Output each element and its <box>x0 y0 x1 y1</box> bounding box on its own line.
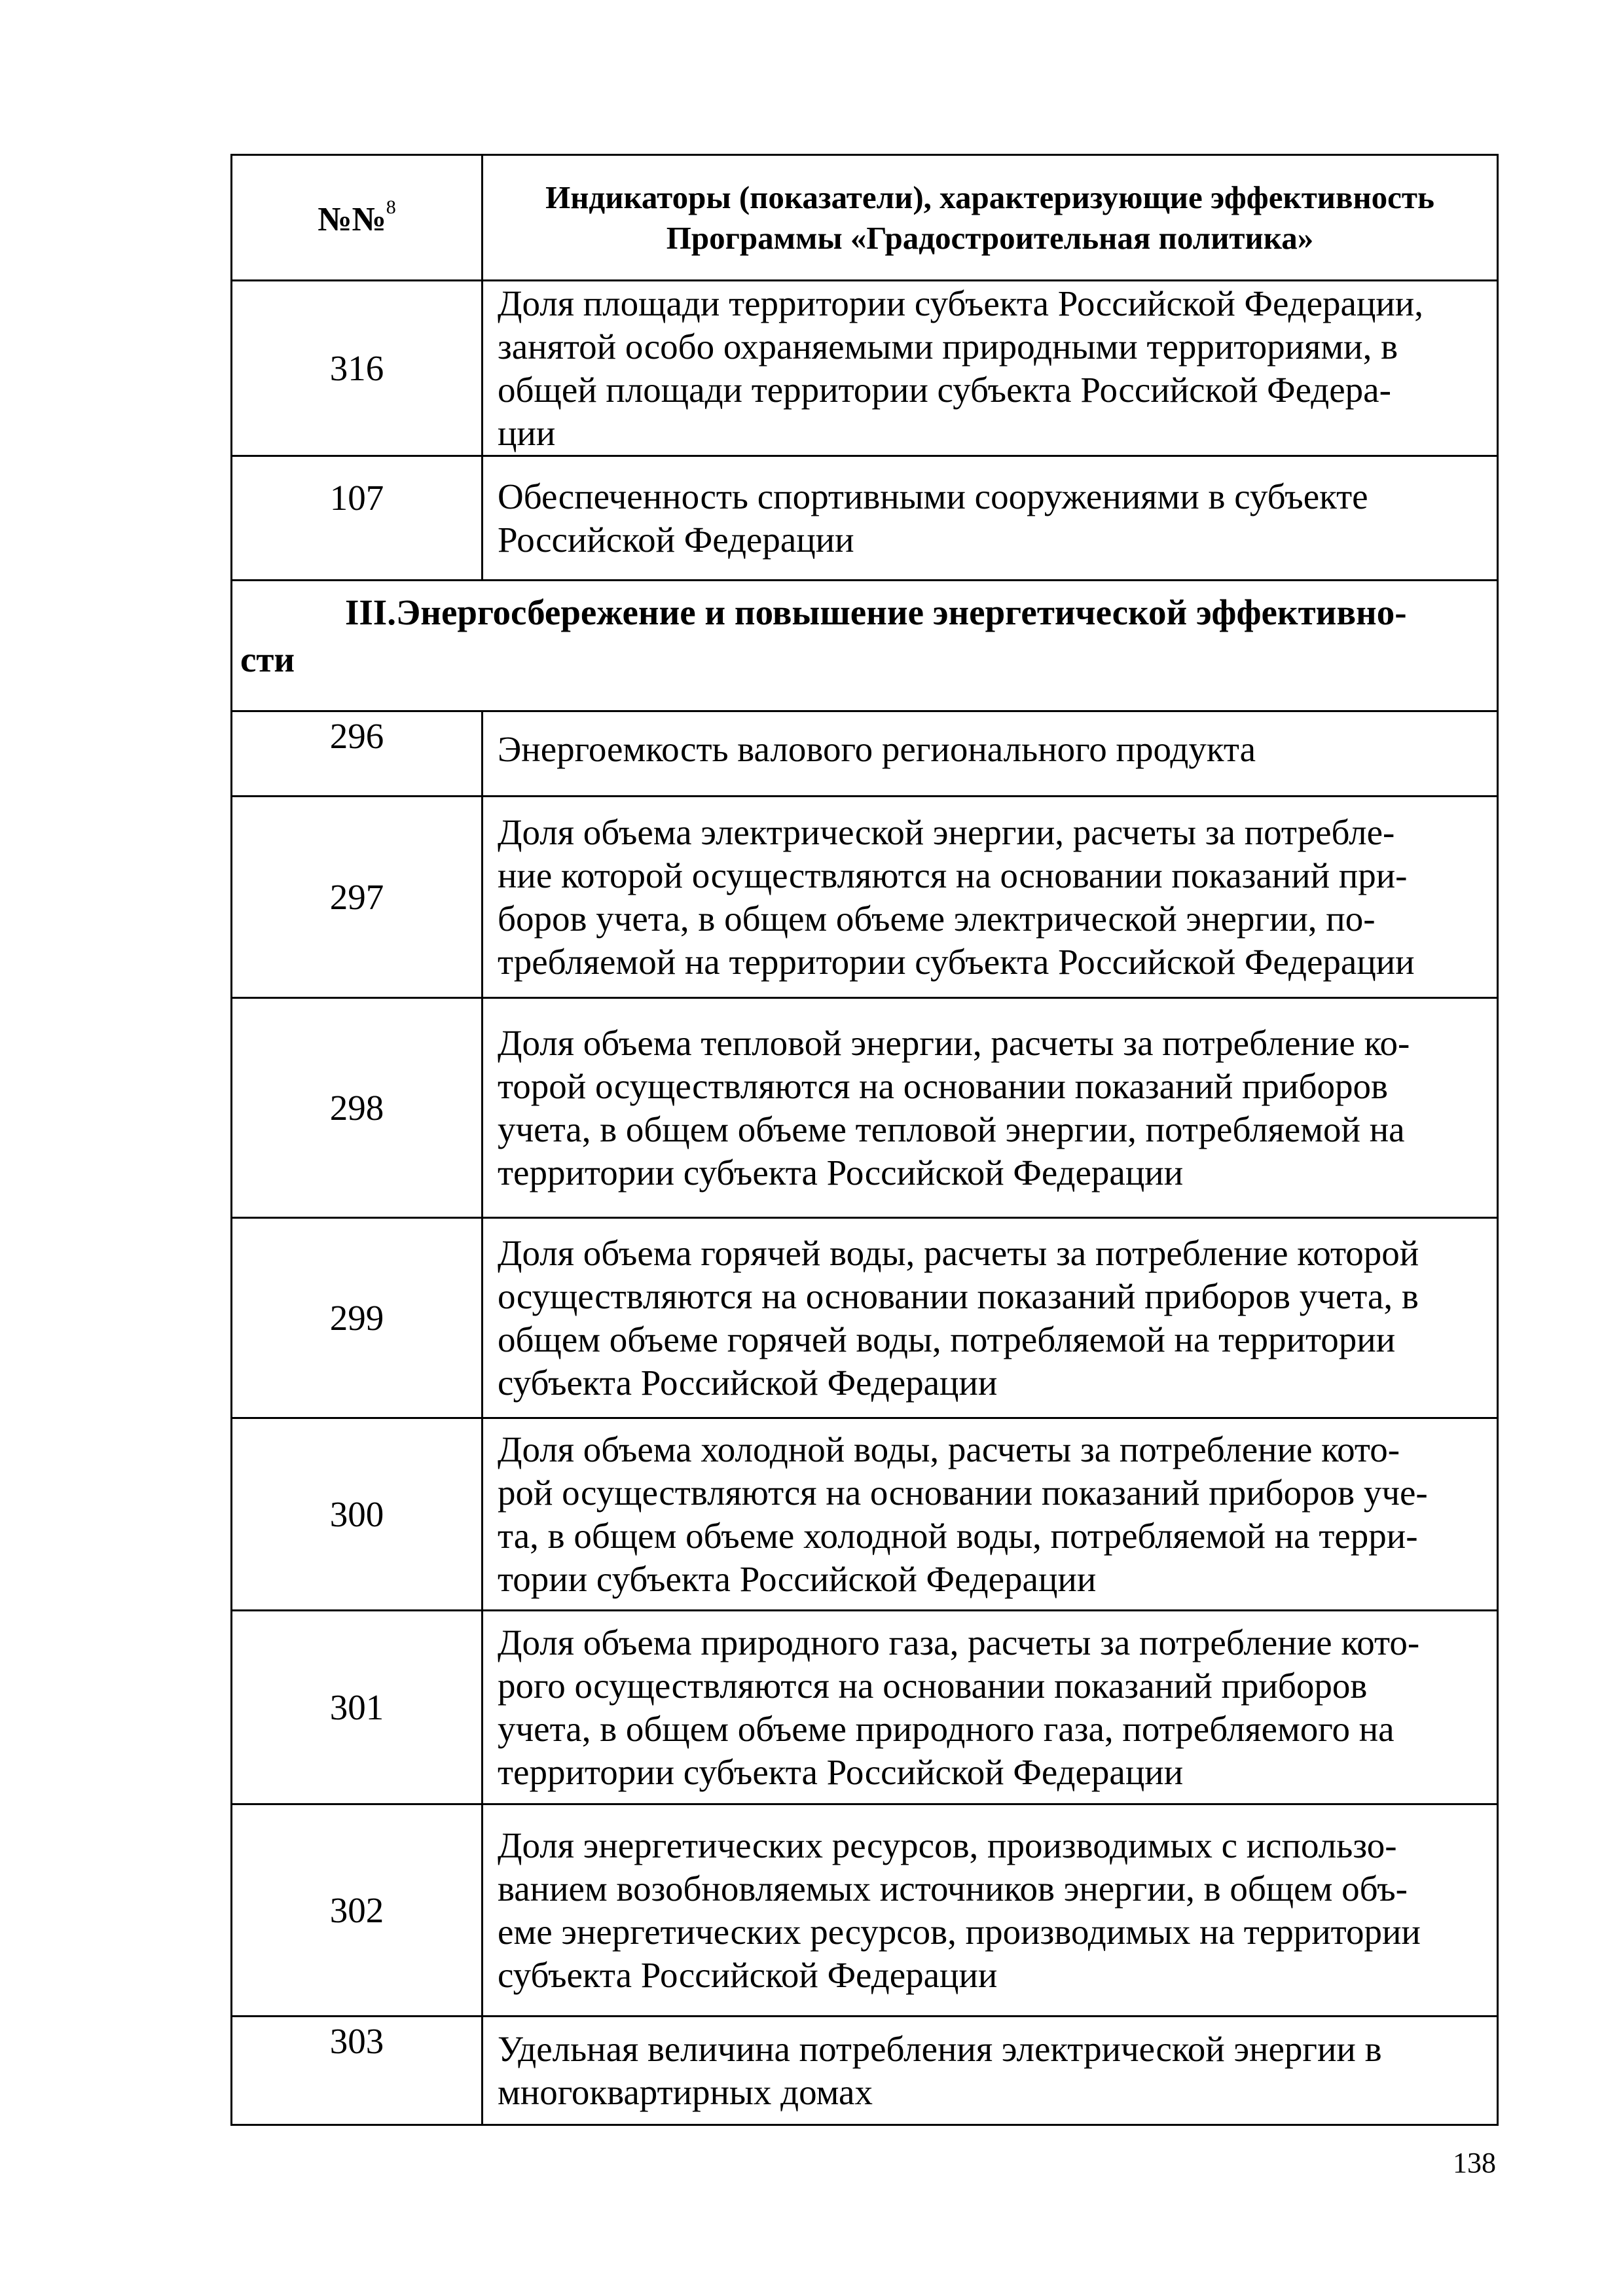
row-indicator-text <box>483 711 1498 797</box>
text-line: ванием возобновляемых источников энергии, в общем объ- <box>498 1868 1408 1909</box>
text-line: Обеспеченность спортивными сооружениями в субъекте <box>498 476 1368 516</box>
table-row <box>232 456 1498 581</box>
section-row <box>232 581 1498 711</box>
row-number: 302 <box>232 1804 483 2017</box>
table-row <box>232 998 1498 1218</box>
table-row <box>232 2017 1498 2125</box>
text-line: субъекта Российской Федерации <box>498 1362 998 1403</box>
text-line: боров учета, в общем объеме электрической энергии, по- <box>498 898 1376 939</box>
table-row <box>232 711 1498 797</box>
number-header-label: №№ <box>318 201 386 238</box>
text-line: торой осуществляются на основании показаний приборов <box>498 1066 1388 1106</box>
text-line: многоквартирных домах <box>498 2072 873 2112</box>
row-number: 297 <box>232 797 483 998</box>
row-indicator-text <box>483 1611 1498 1804</box>
text-line: Доля объема электрической энергии, расчеты за потребле- <box>498 812 1395 852</box>
text-line: общей площади территории субъекта Российской Федера- <box>498 369 1391 410</box>
row-indicator-text <box>483 281 1498 456</box>
text-line: Доля энергетических ресурсов, производимых с использо- <box>498 1825 1397 1865</box>
row-indicator-text <box>483 1218 1498 1418</box>
section-heading-line-2: сти <box>240 639 295 679</box>
table-row <box>232 1611 1498 1804</box>
text-line: территории субъекта Российской Федерации <box>498 1152 1184 1193</box>
text-line: Энергоемкость валового регионального продукта <box>498 729 1256 769</box>
text-line: рого осуществляются на основании показаний приборов <box>498 1665 1368 1706</box>
text-line: учета, в общем объеме тепловой энергии, потребляемой на <box>498 1109 1405 1149</box>
text-line: еме энергетических ресурсов, производимых на территории <box>498 1911 1421 1952</box>
table-row <box>232 1218 1498 1418</box>
text-line: территории субъекта Российской Федерации <box>498 1751 1184 1792</box>
text-line: ции <box>498 412 556 453</box>
table-row <box>232 797 1498 998</box>
row-indicator-text <box>483 998 1498 1218</box>
text-line: субъекта Российской Федерации <box>498 1954 998 1995</box>
text-line: рой осуществляются на основании показаний приборов уче- <box>498 1472 1428 1513</box>
text-line: Удельная величина потребления электрической энергии в <box>498 2028 1382 2069</box>
text-line: ние которой осуществляются на основании показаний при- <box>498 855 1408 895</box>
text-line: учета, в общем объеме природного газа, потребляемого на <box>498 1708 1395 1749</box>
text-line: общем объеме горячей воды, потребляемой на территории <box>498 1319 1396 1359</box>
row-number: 303 <box>232 2017 483 2125</box>
header-title-line-2: Программы «Градостроительная политика» <box>666 219 1314 256</box>
page-number: 138 <box>1453 2147 1496 2179</box>
text-line: осуществляются на основании показаний приборов учета, в <box>498 1276 1419 1316</box>
row-number: 300 <box>232 1418 483 1611</box>
indicators-table <box>230 154 1499 2126</box>
row-indicator-text <box>483 456 1498 581</box>
text-line: Доля объема природного газа, расчеты за потребление кото- <box>498 1622 1420 1662</box>
row-number: 316 <box>232 281 483 456</box>
header-title-line-1: Индикаторы (показатели), характеризующие эффективность <box>545 179 1434 215</box>
section-heading <box>232 581 1498 711</box>
row-number: 107 <box>232 456 483 581</box>
text-line: Доля объема горячей воды, расчеты за потребление которой <box>498 1232 1419 1273</box>
row-number: 299 <box>232 1218 483 1418</box>
table-header-row <box>232 155 1498 281</box>
section-heading-line-1: III.Энергосбережение и повышение энергетической эффективно- <box>345 592 1407 632</box>
footnote-marker: 8 <box>386 196 396 218</box>
row-number: 298 <box>232 998 483 1218</box>
text-line: тории субъекта Российской Федерации <box>498 1558 1097 1599</box>
column-header-number <box>232 155 483 281</box>
text-line: занятой особо охраняемыми природными территориями, в <box>498 326 1398 367</box>
table-row <box>232 1804 1498 2017</box>
row-number: 301 <box>232 1611 483 1804</box>
text-line: требляемой на территории субъекта Российской Федерации <box>498 941 1415 982</box>
table-row <box>232 281 1498 456</box>
column-header-indicators <box>483 155 1498 281</box>
text-line: та, в общем объеме холодной воды, потребляемой на терри- <box>498 1515 1418 1556</box>
table-row <box>232 1418 1498 1611</box>
row-number: 296 <box>232 711 483 797</box>
row-indicator-text <box>483 2017 1498 2125</box>
text-line: Российской Федерации <box>498 519 854 560</box>
row-indicator-text <box>483 797 1498 998</box>
row-indicator-text <box>483 1418 1498 1611</box>
text-line: Доля объема холодной воды, расчеты за потребление кото- <box>498 1429 1400 1469</box>
row-indicator-text <box>483 1804 1498 2017</box>
text-line: Доля объема тепловой энергии, расчеты за потребление ко- <box>498 1022 1410 1063</box>
text-line: Доля площади территории субъекта Российской Федерации, <box>498 283 1423 323</box>
